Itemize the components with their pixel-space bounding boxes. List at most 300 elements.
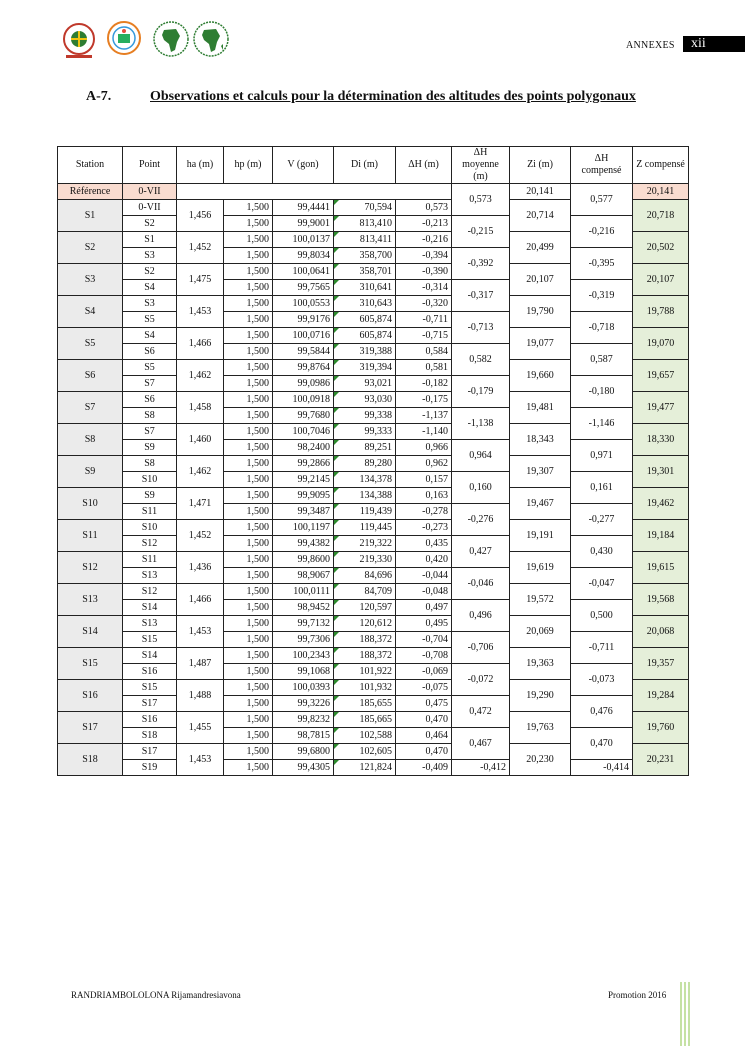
angle-cell: 99,4441 <box>273 200 334 216</box>
dh-cell: 0,497 <box>396 600 452 616</box>
distance-cell: 102,588 <box>334 728 396 744</box>
hp-cell: 1,500 <box>224 248 273 264</box>
angle-cell: 100,2343 <box>273 648 334 664</box>
distance-cell: 185,655 <box>334 696 396 712</box>
dh-comp-cell: 0,577 <box>571 184 633 216</box>
zi-cell: 20,714 <box>510 200 571 232</box>
dh-mean-cell: -0,046 <box>452 568 510 600</box>
hp-cell: 1,500 <box>224 728 273 744</box>
point-cell: S2 <box>123 264 177 280</box>
station-cell: S9 <box>58 456 123 488</box>
dh-comp-cell: 0,161 <box>571 472 633 504</box>
column-header: Point <box>123 147 177 184</box>
dh-comp-cell: 0,500 <box>571 600 633 632</box>
point-cell: S2 <box>123 216 177 232</box>
angle-cell: 99,3487 <box>273 504 334 520</box>
angle-cell: 99,8600 <box>273 552 334 568</box>
distance-cell: 319,394 <box>334 360 396 376</box>
station-cell: S11 <box>58 520 123 552</box>
column-header: ha (m) <box>177 147 224 184</box>
table-row <box>58 600 689 616</box>
hp-cell: 1,500 <box>224 648 273 664</box>
angle-cell: 100,0137 <box>273 232 334 248</box>
station-cell: S1 <box>58 200 123 232</box>
dh-comp-cell: -0,718 <box>571 312 633 344</box>
dh-cell: -0,273 <box>396 520 452 536</box>
dh-mean-cell: 0,573 <box>452 184 510 216</box>
hp-cell: 1,500 <box>224 536 273 552</box>
point-cell: S6 <box>123 344 177 360</box>
angle-cell: 99,5844 <box>273 344 334 360</box>
angle-cell: 99,9001 <box>273 216 334 232</box>
dh-comp-cell: 0,476 <box>571 696 633 728</box>
point-cell: S14 <box>123 648 177 664</box>
table-row <box>58 280 689 296</box>
distance-cell: 119,445 <box>334 520 396 536</box>
dh-mean-cell: 0,582 <box>452 344 510 376</box>
dh-cell: -0,715 <box>396 328 452 344</box>
dh-mean-cell: 0,472 <box>452 696 510 728</box>
column-header: hp (m) <box>224 147 273 184</box>
dh-comp-cell: 0,587 <box>571 344 633 376</box>
ha-cell: 1,466 <box>177 328 224 360</box>
distance-cell: 89,251 <box>334 440 396 456</box>
dh-comp-cell: -0,277 <box>571 504 633 536</box>
dh-comp-cell: 0,971 <box>571 440 633 472</box>
station-cell: S15 <box>58 648 123 680</box>
distance-cell: 310,641 <box>334 280 396 296</box>
zi-cell: 19,290 <box>510 680 571 712</box>
station-cell: S17 <box>58 712 123 744</box>
distance-cell: 84,696 <box>334 568 396 584</box>
hp-cell: 1,500 <box>224 696 273 712</box>
hp-cell: 1,500 <box>224 712 273 728</box>
institution-logo-1 <box>60 20 98 60</box>
dh-cell: 0,157 <box>396 472 452 488</box>
page-number: xii <box>683 36 745 52</box>
reference-row <box>58 184 689 200</box>
distance-cell: 101,922 <box>334 664 396 680</box>
distance-cell: 188,372 <box>334 632 396 648</box>
section-number: A-7. <box>86 89 112 104</box>
zi-cell: 19,467 <box>510 488 571 520</box>
point-cell: S17 <box>123 696 177 712</box>
point-cell: S15 <box>123 680 177 696</box>
zi-cell: 19,077 <box>510 328 571 360</box>
point-cell: S4 <box>123 328 177 344</box>
hp-cell: 1,500 <box>224 312 273 328</box>
hp-cell: 1,500 <box>224 264 273 280</box>
angle-cell: 99,0986 <box>273 376 334 392</box>
dh-comp-cell: -1,146 <box>571 408 633 440</box>
station-cell: S16 <box>58 680 123 712</box>
dh-mean-cell: 0,160 <box>452 472 510 504</box>
ha-cell: 1,452 <box>177 520 224 552</box>
ha-cell: 1,460 <box>177 424 224 456</box>
angle-cell: 100,1197 <box>273 520 334 536</box>
zi-cell: 19,363 <box>510 648 571 680</box>
point-cell: S7 <box>123 376 177 392</box>
hp-cell: 1,500 <box>224 376 273 392</box>
angle-cell: 100,0716 <box>273 328 334 344</box>
ha-cell: 1,458 <box>177 392 224 424</box>
point-cell: S4 <box>123 280 177 296</box>
z-comp-cell: 19,357 <box>633 648 689 680</box>
angle-cell: 99,8764 <box>273 360 334 376</box>
hp-cell: 1,500 <box>224 488 273 504</box>
hp-cell: 1,500 <box>224 600 273 616</box>
angle-cell: 100,0111 <box>273 584 334 600</box>
column-header: Zi (m) <box>510 147 571 184</box>
z-comp-cell: 19,788 <box>633 296 689 328</box>
point-cell: S11 <box>123 504 177 520</box>
hp-cell: 1,500 <box>224 216 273 232</box>
z-comp-cell: 20,141 <box>633 184 689 200</box>
hp-cell: 1,500 <box>224 472 273 488</box>
z-comp-cell: 19,657 <box>633 360 689 392</box>
table-body <box>58 184 689 776</box>
angle-cell: 98,9067 <box>273 568 334 584</box>
distance-cell: 319,388 <box>334 344 396 360</box>
ha-cell: 1,453 <box>177 744 224 776</box>
footer-promotion: Promotion 2016 <box>608 990 667 1000</box>
dh-comp-cell: -0,414 <box>571 760 633 776</box>
station-cell: S7 <box>58 392 123 424</box>
distance-cell: 310,643 <box>334 296 396 312</box>
table-row <box>58 312 689 328</box>
dh-comp-cell: 0,430 <box>571 536 633 568</box>
distance-cell: 134,388 <box>334 488 396 504</box>
dh-cell: -0,394 <box>396 248 452 264</box>
dh-cell: 0,966 <box>396 440 452 456</box>
dh-cell: 0,464 <box>396 728 452 744</box>
table-row <box>58 536 689 552</box>
point-cell: S13 <box>123 616 177 632</box>
point-cell: S10 <box>123 472 177 488</box>
hp-cell: 1,500 <box>224 584 273 600</box>
dh-mean-cell: 0,964 <box>452 440 510 472</box>
ha-cell: 1,462 <box>177 456 224 488</box>
hp-cell: 1,500 <box>224 360 273 376</box>
dh-mean-cell: -0,392 <box>452 248 510 280</box>
section-label: ANNEXES <box>626 40 675 51</box>
distance-cell: 219,330 <box>334 552 396 568</box>
point-cell: S12 <box>123 536 177 552</box>
table-row <box>58 440 689 456</box>
dh-comp-cell: -0,073 <box>571 664 633 696</box>
point-cell: S6 <box>123 392 177 408</box>
table-row <box>58 344 689 360</box>
dh-cell: -0,314 <box>396 280 452 296</box>
angle-cell: 99,8232 <box>273 712 334 728</box>
z-comp-cell: 19,301 <box>633 456 689 488</box>
dh-cell: -0,409 <box>396 760 452 776</box>
table-row <box>58 632 689 648</box>
dh-mean-cell: 0,467 <box>452 728 510 760</box>
station-cell: S3 <box>58 264 123 296</box>
dh-cell: -0,390 <box>396 264 452 280</box>
dh-cell: -0,216 <box>396 232 452 248</box>
point-cell: S3 <box>123 248 177 264</box>
distance-cell: 605,874 <box>334 328 396 344</box>
distance-cell: 120,597 <box>334 600 396 616</box>
dh-cell: 0,475 <box>396 696 452 712</box>
zi-cell: 20,141 <box>510 184 571 200</box>
distance-cell: 134,378 <box>334 472 396 488</box>
point-cell: S5 <box>123 312 177 328</box>
angle-cell: 100,7046 <box>273 424 334 440</box>
z-comp-cell: 20,068 <box>633 616 689 648</box>
point-cell: S10 <box>123 520 177 536</box>
angle-cell: 98,2400 <box>273 440 334 456</box>
dh-cell: -0,213 <box>396 216 452 232</box>
ha-cell: 1,462 <box>177 360 224 392</box>
distance-cell: 99,338 <box>334 408 396 424</box>
africa-map-logo-1 <box>152 20 190 60</box>
hp-cell: 1,500 <box>224 632 273 648</box>
table-row <box>58 568 689 584</box>
table-header <box>58 147 689 184</box>
distance-cell: 99,333 <box>334 424 396 440</box>
ha-cell: 1,475 <box>177 264 224 296</box>
point-cell: S18 <box>123 728 177 744</box>
ha-cell: 1,453 <box>177 616 224 648</box>
hp-cell: 1,500 <box>224 664 273 680</box>
zi-cell: 20,107 <box>510 264 571 296</box>
dh-cell: -0,278 <box>396 504 452 520</box>
dh-cell: 0,573 <box>396 200 452 216</box>
distance-cell: 120,612 <box>334 616 396 632</box>
ha-cell: 1,466 <box>177 584 224 616</box>
angle-cell: 99,4305 <box>273 760 334 776</box>
distance-cell: 101,932 <box>334 680 396 696</box>
zi-cell: 19,572 <box>510 584 571 616</box>
angle-cell: 98,7815 <box>273 728 334 744</box>
dh-cell: -0,704 <box>396 632 452 648</box>
ha-cell: 1,471 <box>177 488 224 520</box>
dh-cell: -0,044 <box>396 568 452 584</box>
station-cell: S8 <box>58 424 123 456</box>
dh-cell: 0,470 <box>396 744 452 760</box>
angle-cell: 99,9095 <box>273 488 334 504</box>
distance-cell: 93,021 <box>334 376 396 392</box>
dh-cell: -0,069 <box>396 664 452 680</box>
angle-cell: 99,2866 <box>273 456 334 472</box>
dh-cell: -0,320 <box>396 296 452 312</box>
zi-cell: 19,191 <box>510 520 571 552</box>
dh-mean-cell: 0,427 <box>452 536 510 568</box>
point-cell: S8 <box>123 408 177 424</box>
zi-cell: 19,660 <box>510 360 571 392</box>
hp-cell: 1,500 <box>224 280 273 296</box>
station-cell: Référence <box>58 184 123 200</box>
hp-cell: 1,500 <box>224 344 273 360</box>
dh-comp-cell: -0,047 <box>571 568 633 600</box>
z-comp-cell: 19,760 <box>633 712 689 744</box>
distance-cell: 93,030 <box>334 392 396 408</box>
empty-cell <box>177 184 452 200</box>
section-title: Observations et calculs pour la détermination des altitudes des points polygonaux <box>150 89 636 104</box>
dh-comp-cell: -0,180 <box>571 376 633 408</box>
angle-cell: 99,8034 <box>273 248 334 264</box>
angle-cell: 99,7132 <box>273 616 334 632</box>
hp-cell: 1,500 <box>224 520 273 536</box>
distance-cell: 358,701 <box>334 264 396 280</box>
dh-cell: 0,420 <box>396 552 452 568</box>
dh-mean-cell: -0,713 <box>452 312 510 344</box>
z-comp-cell: 19,477 <box>633 392 689 424</box>
angle-cell: 98,9452 <box>273 600 334 616</box>
hp-cell: 1,500 <box>224 200 273 216</box>
table-row <box>58 664 689 680</box>
dh-cell: 0,581 <box>396 360 452 376</box>
dh-comp-cell: -0,216 <box>571 216 633 248</box>
dh-mean-cell: -0,072 <box>452 664 510 696</box>
ha-cell: 1,436 <box>177 552 224 584</box>
point-cell: S14 <box>123 600 177 616</box>
station-cell: S4 <box>58 296 123 328</box>
dh-comp-cell: -0,711 <box>571 632 633 664</box>
column-header: ΔH moyenne (m) <box>452 147 510 184</box>
z-comp-cell: 18,330 <box>633 424 689 456</box>
table-row <box>58 408 689 424</box>
table-row <box>58 760 689 776</box>
station-cell: S12 <box>58 552 123 584</box>
angle-cell: 100,0918 <box>273 392 334 408</box>
table-row <box>58 504 689 520</box>
angle-cell: 99,7306 <box>273 632 334 648</box>
africa-map-logo-2 <box>192 20 230 60</box>
hp-cell: 1,500 <box>224 616 273 632</box>
hp-cell: 1,500 <box>224 456 273 472</box>
point-cell: S11 <box>123 552 177 568</box>
zi-cell: 20,230 <box>510 744 571 776</box>
dh-mean-cell: -1,138 <box>452 408 510 440</box>
distance-cell: 605,874 <box>334 312 396 328</box>
dh-cell: -0,175 <box>396 392 452 408</box>
distance-cell: 185,665 <box>334 712 396 728</box>
dh-cell: -0,711 <box>396 312 452 328</box>
hp-cell: 1,500 <box>224 328 273 344</box>
dh-cell: 0,163 <box>396 488 452 504</box>
angle-cell: 99,6800 <box>273 744 334 760</box>
point-cell: S1 <box>123 232 177 248</box>
hp-cell: 1,500 <box>224 296 273 312</box>
station-cell: S14 <box>58 616 123 648</box>
point-cell: S13 <box>123 568 177 584</box>
ha-cell: 1,488 <box>177 680 224 712</box>
angle-cell: 99,4382 <box>273 536 334 552</box>
ha-cell: 1,453 <box>177 296 224 328</box>
dh-mean-cell: -0,412 <box>452 760 510 776</box>
column-header: Z compensé <box>633 147 689 184</box>
distance-cell: 188,372 <box>334 648 396 664</box>
point-cell: 0-VII <box>123 184 177 200</box>
hp-cell: 1,500 <box>224 552 273 568</box>
distance-cell: 813,411 <box>334 232 396 248</box>
dh-comp-cell: -0,319 <box>571 280 633 312</box>
distance-cell: 84,709 <box>334 584 396 600</box>
ha-cell: 1,455 <box>177 712 224 744</box>
observations-table <box>57 146 689 776</box>
dh-cell: -1,140 <box>396 424 452 440</box>
z-comp-cell: 19,462 <box>633 488 689 520</box>
distance-cell: 358,700 <box>334 248 396 264</box>
hp-cell: 1,500 <box>224 408 273 424</box>
zi-cell: 19,481 <box>510 392 571 424</box>
zi-cell: 18,343 <box>510 424 571 456</box>
angle-cell: 99,3226 <box>273 696 334 712</box>
dh-comp-cell: 0,470 <box>571 728 633 760</box>
dh-mean-cell: -0,215 <box>452 216 510 248</box>
table-row <box>58 696 689 712</box>
point-cell: S12 <box>123 584 177 600</box>
dh-cell: -0,182 <box>396 376 452 392</box>
z-comp-cell: 19,184 <box>633 520 689 552</box>
point-cell: S16 <box>123 664 177 680</box>
hp-cell: 1,500 <box>224 504 273 520</box>
decorative-lines <box>679 982 691 1046</box>
point-cell: S15 <box>123 632 177 648</box>
point-cell: S5 <box>123 360 177 376</box>
point-cell: S3 <box>123 296 177 312</box>
point-cell: S19 <box>123 760 177 776</box>
z-comp-cell: 20,231 <box>633 744 689 776</box>
distance-cell: 219,322 <box>334 536 396 552</box>
point-cell: S9 <box>123 488 177 504</box>
dh-mean-cell: -0,276 <box>452 504 510 536</box>
station-cell: S2 <box>58 232 123 264</box>
table-row <box>58 216 689 232</box>
column-header: Station <box>58 147 123 184</box>
angle-cell: 99,7565 <box>273 280 334 296</box>
zi-cell: 19,790 <box>510 296 571 328</box>
point-cell: S9 <box>123 440 177 456</box>
distance-cell: 813,410 <box>334 216 396 232</box>
point-cell: 0-VII <box>123 200 177 216</box>
station-cell: S18 <box>58 744 123 776</box>
distance-cell: 102,605 <box>334 744 396 760</box>
station-cell: S10 <box>58 488 123 520</box>
angle-cell: 100,0641 <box>273 264 334 280</box>
point-cell: S8 <box>123 456 177 472</box>
footer-author: RANDRIAMBOLOLONA Rijamandresiavona <box>71 990 241 1000</box>
angle-cell: 100,0553 <box>273 296 334 312</box>
angle-cell: 99,9176 <box>273 312 334 328</box>
dh-mean-cell: -0,179 <box>452 376 510 408</box>
dh-cell: -0,075 <box>396 680 452 696</box>
dh-cell: 0,470 <box>396 712 452 728</box>
dh-cell: 0,584 <box>396 344 452 360</box>
z-comp-cell: 20,107 <box>633 264 689 296</box>
z-comp-cell: 19,615 <box>633 552 689 584</box>
table-row <box>58 728 689 744</box>
distance-cell: 121,824 <box>334 760 396 776</box>
dh-mean-cell: -0,317 <box>452 280 510 312</box>
z-comp-cell: 19,070 <box>633 328 689 360</box>
z-comp-cell: 19,284 <box>633 680 689 712</box>
hp-cell: 1,500 <box>224 568 273 584</box>
angle-cell: 99,2145 <box>273 472 334 488</box>
header-row <box>58 147 689 184</box>
hp-cell: 1,500 <box>224 680 273 696</box>
dh-mean-cell: 0,496 <box>452 600 510 632</box>
dh-cell: -0,048 <box>396 584 452 600</box>
hp-cell: 1,500 <box>224 744 273 760</box>
distance-cell: 119,439 <box>334 504 396 520</box>
dh-cell: 0,495 <box>396 616 452 632</box>
dh-cell: -0,708 <box>396 648 452 664</box>
